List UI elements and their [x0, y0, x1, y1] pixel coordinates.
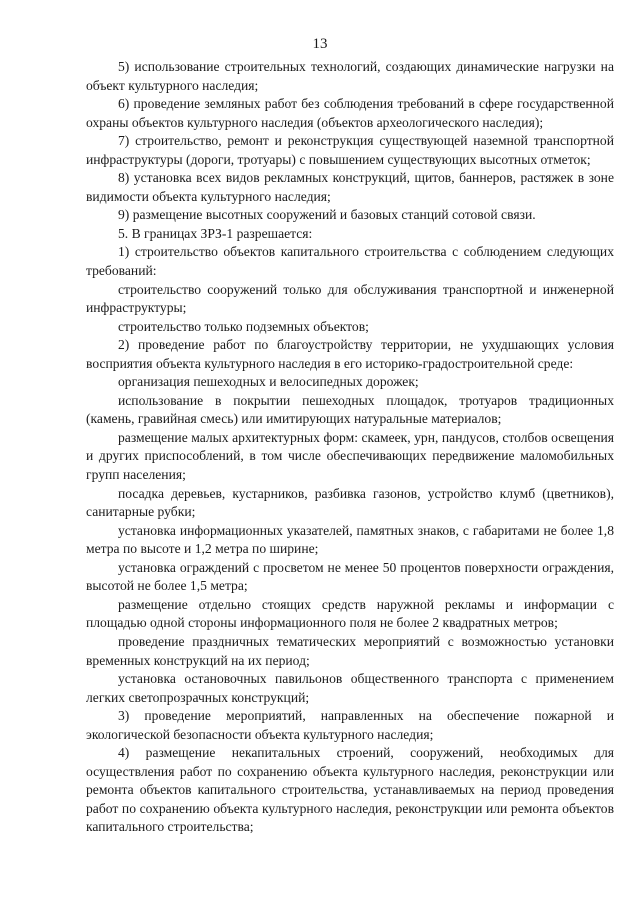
page-number: 13	[312, 36, 328, 52]
paragraph-item-6: 6) проведение земляных работ без соблюдения требований в сфере государственной охраны объектов культурного наследия (объектов археологического наследия);	[86, 96, 614, 130]
paragraph-allowed-4: 4) размещение некапитальных строений, сооружений, необходимых для осуществления работ по сохранению объекта культурного наследия, реконструкции или ремонта объектов капитального строительства, устанавливаемых на период проведения работ по сохранению объекта культурного наследия, реконструкции или ремонта объектов капитального строительства;	[86, 745, 614, 835]
paragraph-subitem: использование в покрытии пешеходных площадок, тротуаров традиционных (камень, гравийная смесь) или имитирующих натуральные материалов;	[86, 392, 614, 427]
paragraph-subitem: установка информационных указателей, памятных знаков, с габаритами не более 1,8 метра по высоте и 1,2 метра по ширине;	[86, 522, 614, 557]
paragraph-item-9: 9) размещение высотных сооружений и базовых станций сотовой связи.	[118, 207, 536, 223]
paragraph-subitem: посадка деревьев, кустарников, разбивка газонов, устройство клумб (цветников), санитарные рубки;	[86, 485, 614, 520]
paragraph-subitem: организация пешеходных и велосипедных дорожек;	[118, 374, 419, 390]
paragraph-item-5: 5) использование строительных технологий, создающих динамические нагрузки на объект культурного наследия;	[86, 59, 614, 93]
paragraph-subitem: размещение отдельно стоящих средств наружной рекламы и информации с площадью одной стороны информационного поля не более 2 квадратных метров;	[86, 596, 614, 631]
paragraph-subitem: проведение праздничных тематических мероприятий с возможностью установки временных конструкций на их период;	[86, 633, 614, 668]
section-heading-zrz1: 5. В границах ЗРЗ-1 разрешается:	[118, 225, 313, 241]
paragraph-subitem: установка ограждений с просветом не менее 50 процентов поверхности ограждения, высотой не более 1,5 метра;	[86, 559, 614, 594]
paragraph-allowed-2: 2) проведение работ по благоустройству территории, не ухудшающих условия восприятия объекта культурного наследия в его историко-градостроительной среде:	[86, 337, 614, 371]
paragraph-item-7: 7) строительство, ремонт и реконструкция существующей наземной транспортной инфраструктуры (дороги, тротуары) с повышением существующих высотных отметок;	[86, 133, 614, 167]
document-body	[86, 58, 614, 837]
paragraph-allowed-1: 1) строительство объектов капитального строительства с соблюдением следующих требований:	[86, 244, 614, 279]
paragraph-item-8: 8) установка всех видов рекламных конструкций, щитов, баннеров, растяжек в зоне видимости объекта культурного наследия;	[86, 170, 614, 204]
paragraph-allowed-3: 3) проведение мероприятий, направленных на обеспечение пожарной и экологической безопасности объекта культурного наследия;	[86, 708, 614, 742]
paragraph-subitem: строительство сооружений только для обслуживания транспортной и инженерной инфраструктуры;	[86, 281, 614, 316]
paragraph-subitem: строительство только подземных объектов;	[118, 318, 369, 334]
paragraph-subitem: размещение малых архитектурных форм: скамеек, урн, пандусов, столбов освещения и других приспособлений, в том числе обеспечивающих передвижение маломобильных групп населения;	[86, 429, 614, 483]
paragraph-subitem: установка остановочных павильонов общественного транспорта с применением легких светопрозрачных конструкций;	[86, 671, 614, 705]
